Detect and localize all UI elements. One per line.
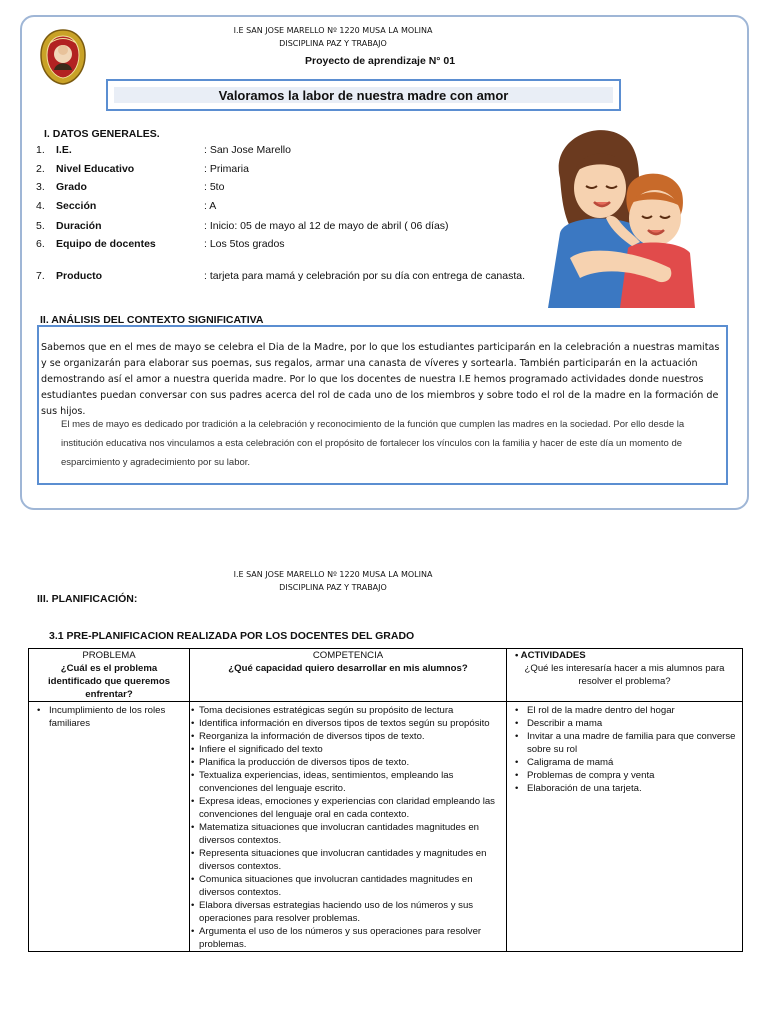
row-label: Equipo de docentes [56, 238, 156, 250]
school-name: I.E SAN JOSE MARELLO Nº 1220 MUSA LA MOLINA [233, 26, 433, 35]
list-item: • Identifica información en diversos tipos de textos según su propósito [190, 717, 506, 730]
list-item: • Textualiza experiencias, ideas, sentimientos, empleando las convenciones del lenguaje escrito. [190, 769, 506, 795]
row-value: : Primaria [204, 163, 249, 175]
data-row-level [36, 163, 556, 179]
list-item: • Expresa ideas, emociones y experiencias con claridad empleando las convenciones del lenguaje oral en cada contexto. [190, 795, 506, 821]
list-item: • Infiere el significado del texto [190, 743, 506, 756]
header-problem [29, 649, 190, 702]
header-question: ¿Qué les interesaría hacer a mis alumnos para resolver el problema? [524, 663, 725, 687]
header-title: • ACTIVIDADES [515, 650, 586, 661]
list-item: • Describir a mama [507, 717, 742, 730]
data-row-grade [36, 181, 556, 197]
row-value: : Inicio: 05 de mayo al 12 de mayo de abril ( 06 días) [204, 220, 449, 232]
list-item: • Elabora diversas estrategias haciendo uso de los números y sus operaciones para resolver problemas. [190, 899, 506, 925]
data-row-duration [36, 220, 556, 236]
row-number: 2. [36, 163, 45, 175]
data-row-ie [36, 144, 556, 160]
data-row-section [36, 200, 556, 216]
row-value: : San Jose Marello [204, 144, 291, 156]
row-label: Nivel Educativo [56, 163, 135, 175]
list-item: • Problemas de compra y venta [507, 769, 742, 782]
list-item: • Toma decisiones estratégicas según su propósito de lectura [190, 704, 506, 717]
data-row-team [36, 238, 556, 254]
row-value: : 5to [204, 181, 225, 193]
row-label: Grado [56, 181, 87, 193]
table-row [29, 702, 743, 952]
context-paragraph-2: El mes de mayo es dedicado por tradición a la celebración y reconocimiento de la función que cumplen las madres en la sociedad. Por ello desde la institución educativa nos vinculamos a esta celebración con el propósito de fortalecer los vínculos con la familia y hacer de este día un momento de esparcimiento y agradecimiento por su labor. [61, 419, 685, 468]
header-question: ¿Cuál es el problema identificado que queremos enfrentar? [47, 663, 171, 700]
row-number: 7. [36, 270, 45, 282]
row-number: 6. [36, 238, 45, 250]
row-number: 4. [36, 200, 45, 212]
title-box [106, 79, 621, 111]
project-title: Valoramos la labor de nuestra madre con amor [114, 87, 613, 103]
list-item: • Incumplimiento de los roles familiares [29, 704, 189, 730]
row-number: 5. [36, 220, 45, 232]
table-header-row [29, 649, 743, 702]
list-item: • Matematiza situaciones que involucran cantidades magnitudes en diversos contextos. [190, 821, 506, 847]
row-value: : A [204, 200, 217, 212]
header-title: COMPETENCIA [312, 650, 384, 661]
subheading-preplanning: 3.1 PRE-PLANIFICACION REALIZADA POR LOS DOCENTES DEL GRADO [49, 630, 415, 642]
project-number: Proyecto de aprendizaje N° 01 [305, 55, 456, 67]
data-row-product [36, 270, 556, 286]
section-heading-general-data: I. DATOS GENERALES. [44, 128, 160, 140]
row-value: : tarjeta para mamá y celebración por su día con entrega de canasta. [204, 270, 526, 282]
row-label: Duración [56, 220, 102, 232]
row-number: 1. [36, 144, 45, 156]
list-item: • Caligrama de mamá [507, 756, 742, 769]
header-question: ¿Qué capacidad quiero desarrollar en mis alumnos? [228, 663, 468, 674]
section-heading-planning: III. PLANIFICACIÓN: [37, 593, 138, 605]
header-activities [507, 649, 743, 702]
section-heading-context: II. ANÁLISIS DEL CONTEXTO SIGNIFICATIVA [40, 314, 264, 326]
header-competence [190, 649, 507, 702]
context-box [37, 325, 728, 485]
list-item: • Argumenta el uso de los números y sus operaciones para resolver problemas. [190, 925, 506, 951]
problem-cell [29, 702, 190, 952]
school-motto-page2: DISCIPLINA PAZ Y TRABAJO [279, 583, 387, 592]
context-paragraph-1: Sabemos que en el mes de mayo se celebra el Dia de la Madre, por lo que los estudiantes participarán en la celebración a nuestras mamitas y se organizarán para elaborar sus poemas, sus regalos, armar una canasta de víveres y sortearla. También participarán en la actuación demostrando así el amor a nuestra querida madre. Por lo que los docentes de nuestra I.E hemos programado actividades donde nuestros estudiantes puedan conversar con sus padres acerca del rol de cada uno de los miembros y sobre todo el rol de la madre en la formación de sus hijos. [41, 342, 720, 417]
row-number: 3. [36, 181, 45, 193]
row-label: Producto [56, 270, 103, 282]
list-item: • Invitar a una madre de familia para que converse sobre su rol [507, 730, 742, 756]
row-value: : Los 5tos grados [204, 238, 285, 250]
preplanning-table [28, 648, 743, 952]
list-item: • El rol de la madre dentro del hogar [507, 704, 742, 717]
school-name-page2: I.E SAN JOSE MARELLO Nº 1220 MUSA LA MOLINA [233, 570, 433, 579]
list-item: • Elaboración de una tarjeta. [507, 782, 742, 795]
mother-child-illustration [540, 118, 712, 308]
school-motto: DISCIPLINA PAZ Y TRABAJO [279, 39, 387, 48]
competence-cell [190, 702, 507, 952]
list-item: • Planifica la producción de diversos tipos de texto. [190, 756, 506, 769]
activities-cell [507, 702, 743, 952]
row-label: Sección [56, 200, 97, 212]
list-item: • Comunica situaciones que involucran cantidades magnitudes en diversos contextos. [190, 873, 506, 899]
header-title: PROBLEMA [82, 650, 136, 661]
school-logo [38, 28, 88, 86]
row-label: I.E. [56, 144, 72, 156]
list-item: • Reorganiza la información de diversos tipos de texto. [190, 730, 506, 743]
list-item: • Representa situaciones que involucran cantidades y magnitudes en diversos contextos. [190, 847, 506, 873]
